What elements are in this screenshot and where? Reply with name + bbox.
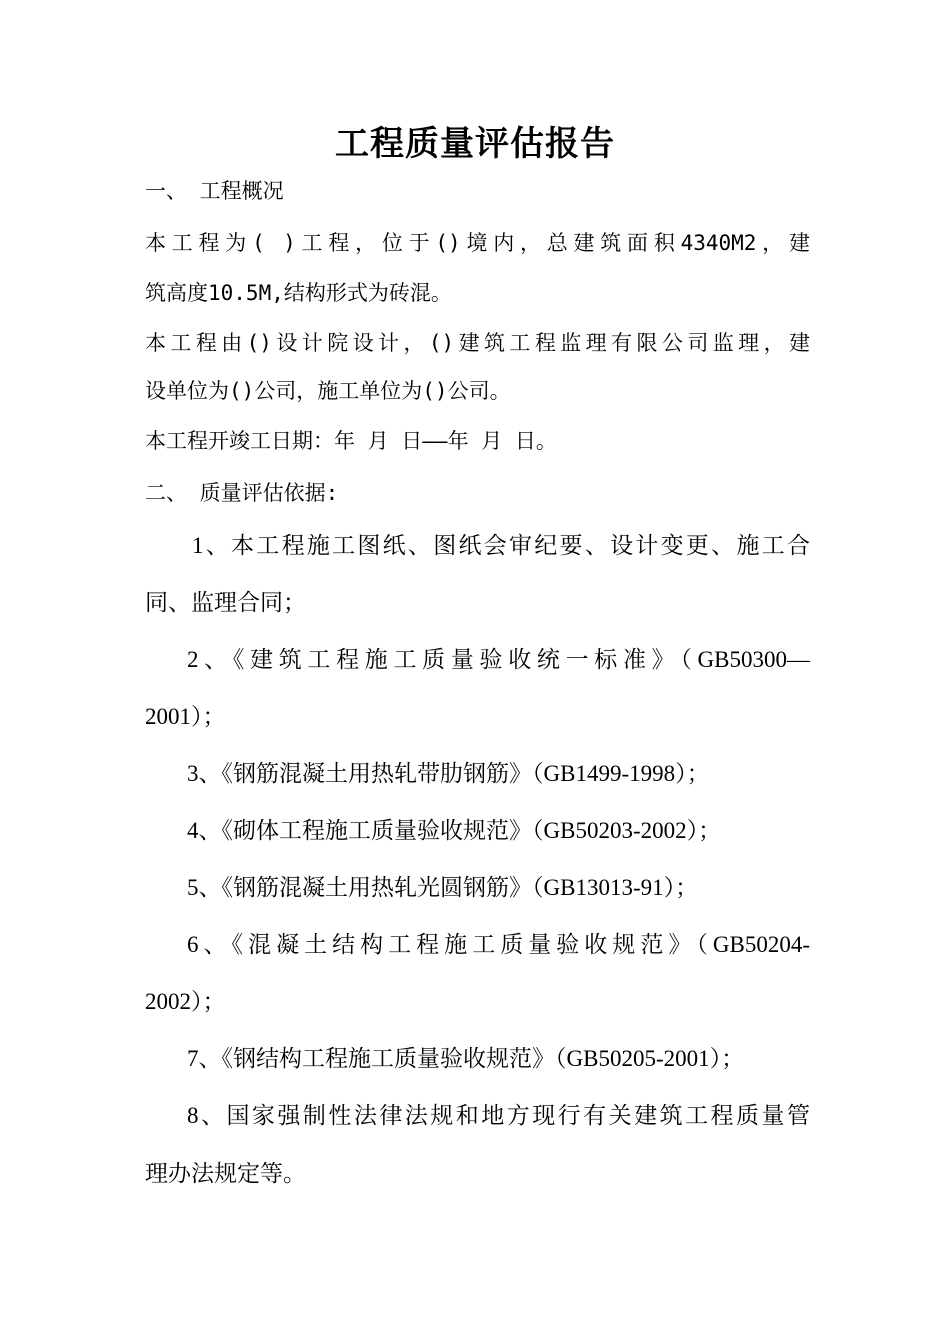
basis-item-4: 4、《砌体工程施工质量验收规范》（GB50203-2002）； [187, 818, 722, 843]
overview-paragraph-1-line-2: 筑高度10.5M,结构形式为砖混。 [145, 281, 452, 305]
basis-item-6-line-2: 2002）； [145, 989, 226, 1014]
overview-paragraph-dates: 本工程开竣工日期：年 月 日——年 月 日。 [145, 429, 557, 453]
basis-item-5: 5、《钢筋混凝土用热轧光圆钢筋》（GB13013-91）； [187, 875, 699, 900]
basis-item-2-line-2: 2001）； [145, 704, 226, 729]
basis-item-8-line-2: 理办法规定等。 [145, 1161, 306, 1186]
basis-item-7: 7、《钢结构工程施工质量验收规范》（GB50205-2001）； [187, 1046, 745, 1071]
basis-item-3: 3、《钢筋混凝土用热轧带肋钢筋》（GB1499-1998）； [187, 761, 710, 786]
overview-paragraph-2-line-2: 设单位为()公司，施工单位为()公司。 [145, 379, 511, 403]
page-title: 工程质量评估报告 [335, 124, 615, 164]
basis-item-1-line-2: 同、监理合同； [145, 590, 306, 615]
overview-paragraph-1-line-1: 本工程为( )工程，位于()境内，总建筑面积4340M2，建 [145, 231, 810, 255]
basis-item-8-line-1: 8、国家强制性法律法规和地方现行有关建筑工程质量管 [187, 1103, 810, 1128]
basis-item-1-line-1: 1、本工程施工图纸、图纸会审纪要、设计变更、施工合 [192, 533, 810, 558]
section-heading-basis: 二、 质量评估依据: [145, 481, 339, 505]
section-heading-overview: 一、 工程概况 [145, 179, 284, 203]
basis-item-2-line-1: 2、《建筑工程施工质量验收统一标准》（GB50300— [187, 647, 810, 672]
overview-paragraph-2-line-1: 本工程由()设计院设计，()建筑工程监理有限公司监理，建 [145, 331, 810, 355]
basis-item-6-line-1: 6、《混凝土结构工程施工质量验收规范》（GB50204- [187, 932, 810, 957]
